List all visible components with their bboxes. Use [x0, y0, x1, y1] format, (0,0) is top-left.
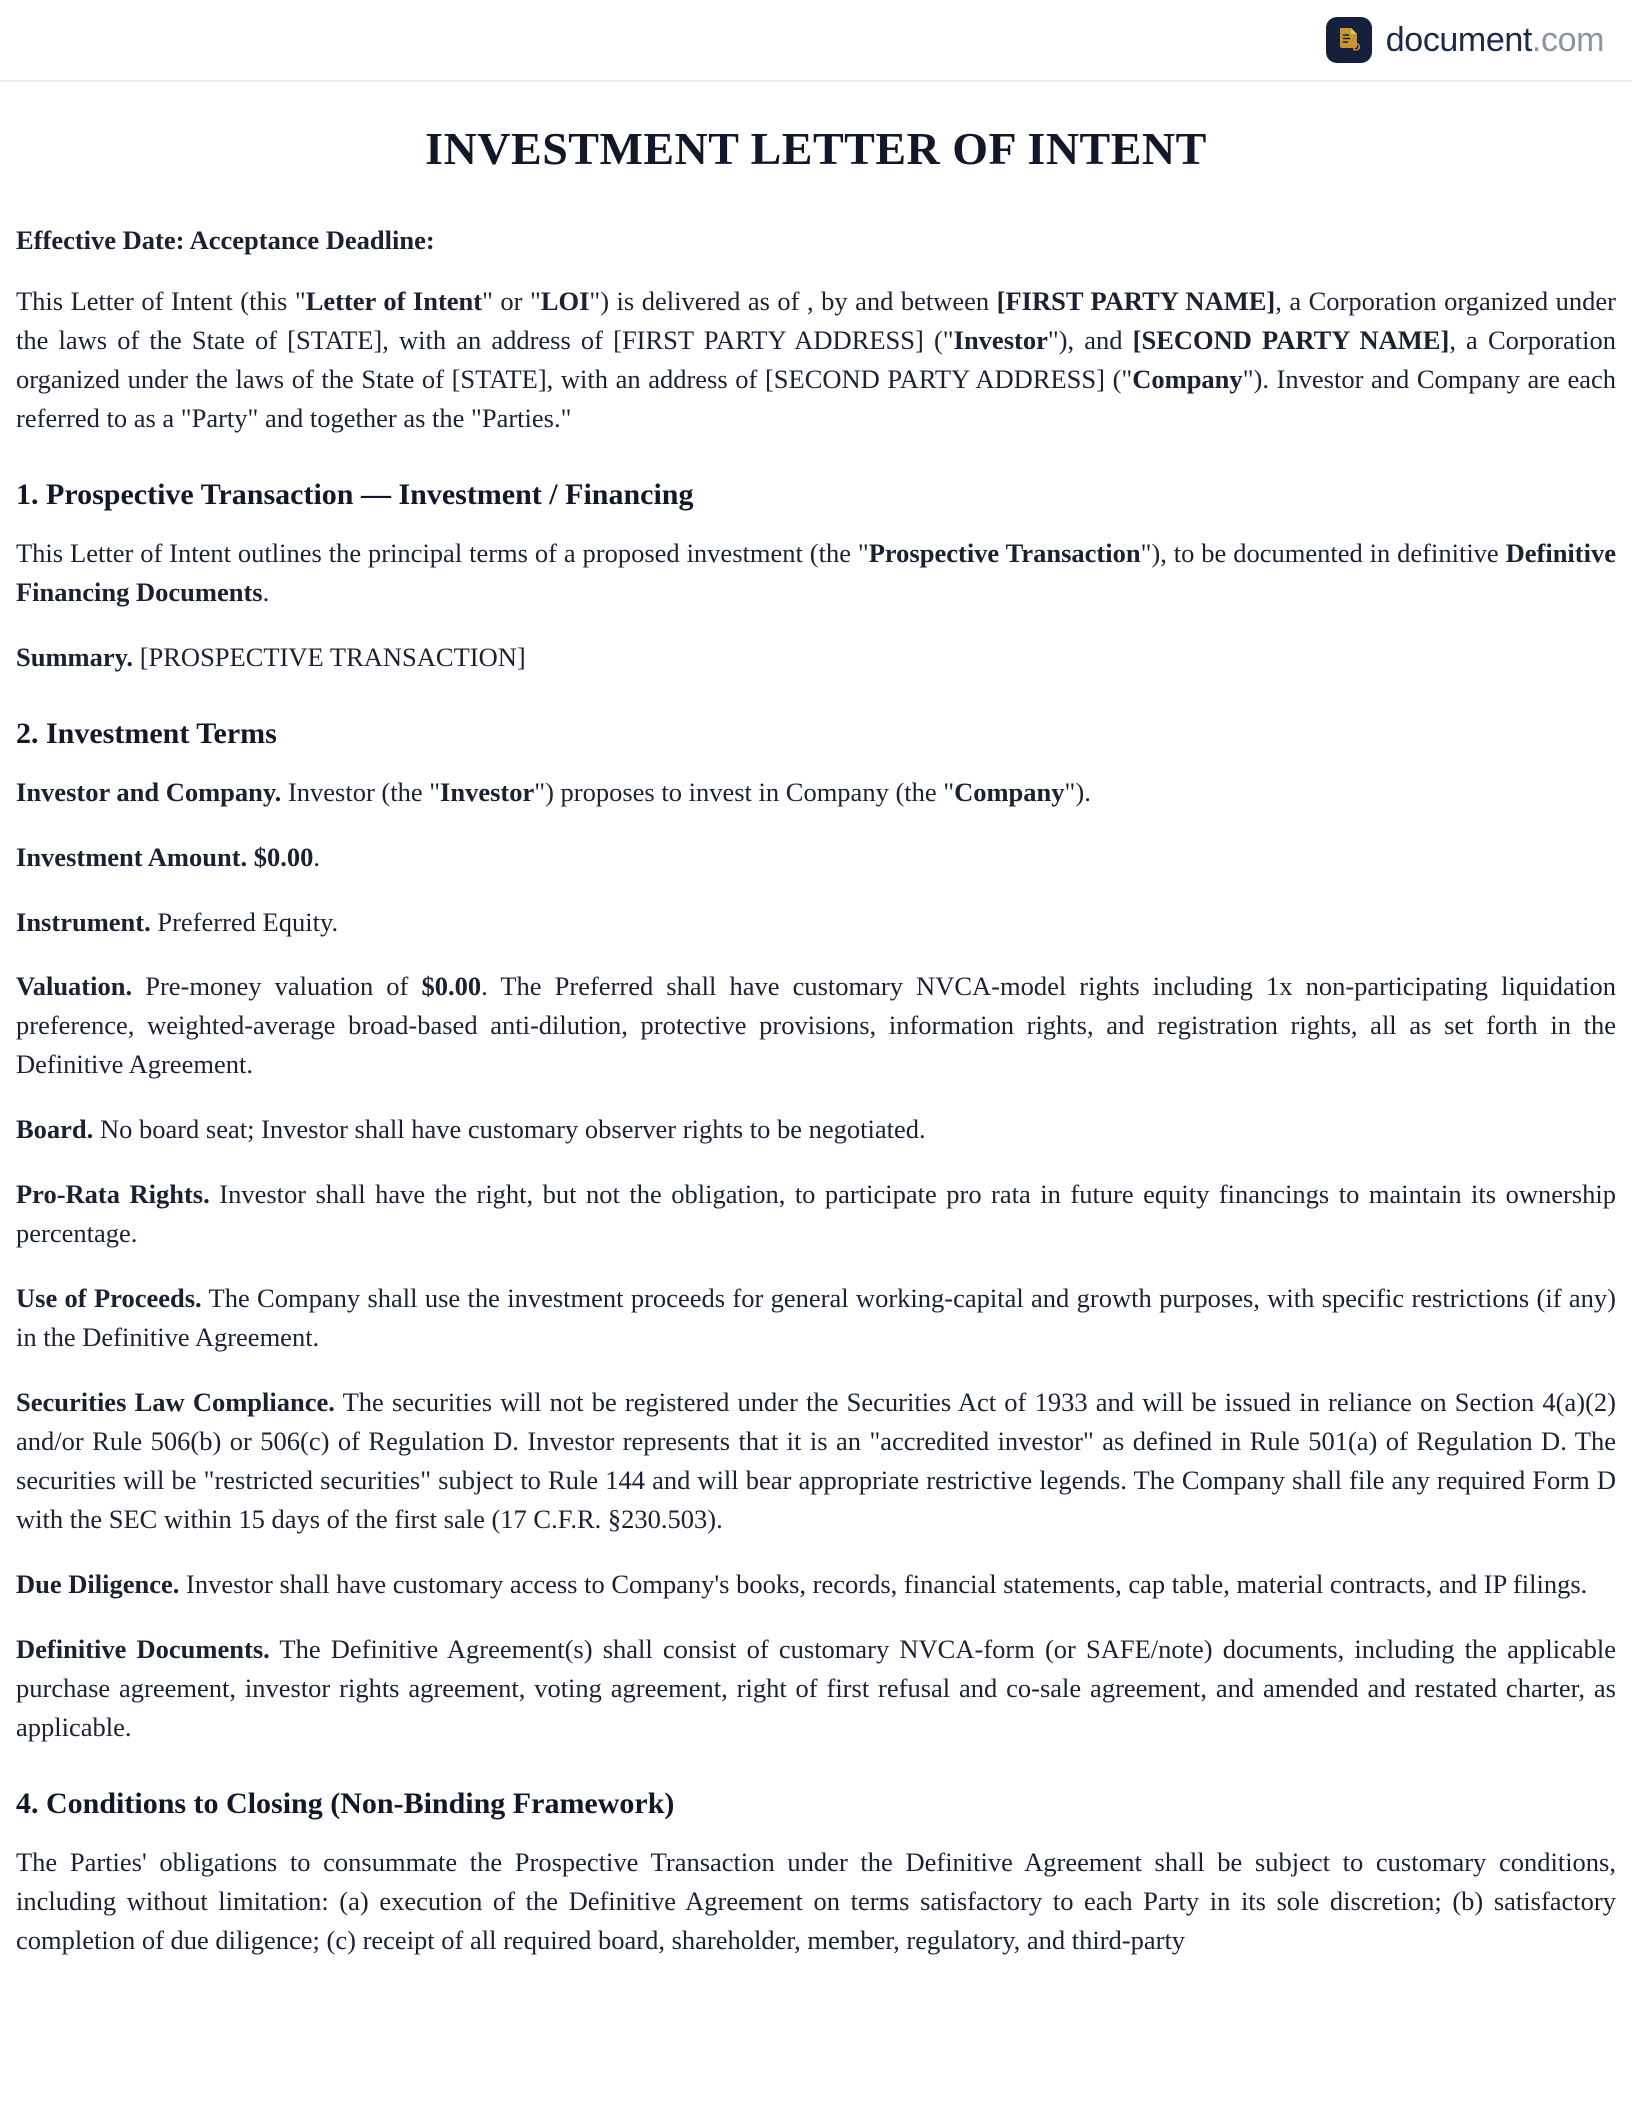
brand-wordmark — [1386, 23, 1604, 57]
term-text-a — [247, 842, 254, 872]
term-text-a: Investor (the " — [281, 776, 441, 807]
svg-text:D: D — [1352, 41, 1361, 54]
term-label: Valuation. — [16, 971, 133, 1002]
term-pro-rata-rights — [16, 1175, 1616, 1253]
section-heading-2: 2. Investment Terms — [16, 716, 277, 750]
brand-header-bar — [0, 0, 1632, 82]
term-text-a: Preferred Equity. — [150, 906, 339, 937]
summary-label: Summary. — [16, 641, 134, 672]
term-investor-and-company — [16, 773, 1616, 812]
intro-text-a: This Letter of Intent (this " — [16, 285, 306, 316]
term-investment-amount — [16, 838, 1616, 877]
s1-term-definitive-financing-documents: Definitive Financing Documents — [16, 537, 1616, 607]
term-valuation-value: $0.00 — [421, 971, 482, 1002]
term-label: Board. — [16, 1114, 94, 1145]
term-use-of-proceeds — [16, 1279, 1616, 1357]
term-text-a: No board seat; Investor shall have customary observer rights to be negotiated. — [93, 1114, 926, 1145]
term-text-b: . The Preferred shall have customary NVCA-model rights including 1x non-participating liquidation preference, weighted-average broad-based anti-dilution, protective provisions, information rights, and registration rights, all as set forth in the Definitive Agreement. — [16, 971, 1616, 1080]
intro-text-m: "). Investor and Company are each referred to as a "Party" and together as the "Parties." — [16, 363, 1617, 433]
term-text-a: Pre-money valuation of — [132, 971, 422, 1002]
term-label: Instrument. — [16, 906, 151, 937]
intro-first-party-name: [FIRST PARTY NAME] — [996, 285, 1276, 316]
intro-term-loi-long: Letter of Intent — [305, 285, 483, 316]
intro-term-investor: Investor — [953, 324, 1048, 355]
term-label: Definitive Documents. — [16, 1633, 270, 1664]
term-text-b: ") proposes to invest in Company (the " — [534, 776, 955, 807]
term-text-a: The securities will not be registered under the Securities Act of 1933 and will be issued in reliance on Section 4(a)(2) and/or Rule 506(b) or 506(c) of Regulation D. Investor represents that it is an "accredited investor" as defined in Rule 501(a) of Regulation D. The securities will be "restricted securities" subject to Rule 144 and will bear appropriate restrictive legends. The Company shall file any required Form D with the SEC within 15 days of the first sale (17 C.F.R. §230.503). — [16, 1387, 1616, 1534]
document-logo-icon — [1326, 17, 1372, 63]
section-1-body — [16, 534, 1616, 612]
section-heading-1: 1. Prospective Transaction — Investment / Financing — [16, 477, 694, 511]
term-amount-value: $0.00 — [253, 841, 314, 872]
effective-date-line — [16, 221, 1616, 260]
intro-text-c: " or " — [482, 285, 541, 316]
term-label: Pro-Rata Rights. — [16, 1179, 210, 1210]
term-due-diligence — [16, 1565, 1616, 1604]
section-1-summary — [16, 638, 1616, 677]
intro-text-k: , a Corporation organized under the laws of the State of [STATE], with an address of [SECOND PARTY ADDRESS] (" — [16, 324, 1617, 394]
term-text-a: The Definitive Agreement(s) shall consist of customary NVCA-form (or SAFE/note) documents, including the applicable purchase agreement, investor rights agreement, voting agreement, right of first refusal and co-sale agreement, and amended and restated charter, as applicable. — [16, 1633, 1616, 1742]
brand-logo-lockup[interactable] — [1326, 17, 1604, 63]
section-4-body: The Parties' obligations to consummate the Prospective Transaction under the Definitive Agreement shall be subject to customary conditions, including without limitation: (a) execution of the Definitive Agreement on terms satisfactory to each Party in its sole discretion; (b) satisfactory completion of due diligence; (c) receipt of all required board, shareholder, member, regulatory, and third-party — [16, 1846, 1616, 1955]
term-label: Securities Law Compliance. — [16, 1387, 335, 1418]
term-board — [16, 1110, 1616, 1149]
intro-text-e: ") is delivered as of , by and between — [589, 285, 997, 316]
term-label: Use of Proceeds. — [16, 1283, 202, 1314]
intro-text-i: "), and — [1047, 324, 1133, 355]
document-page — [0, 122, 1632, 1960]
intro-paragraph — [16, 282, 1616, 438]
term-text-a: The Company shall use the investment proceeds for general working-capital and growth purposes, with specific restrictions (if any) in the Definitive Agreement. — [16, 1283, 1616, 1353]
term-valuation — [16, 967, 1616, 1084]
brand-name-tld: .com — [1531, 21, 1604, 59]
term-definitive-documents — [16, 1630, 1616, 1747]
intro-term-company: Company — [1132, 363, 1243, 394]
term-label: Investor and Company. — [16, 776, 282, 807]
term-text-a: Investor shall have the right, but not the obligation, to participate pro rata in future equity financings to maintain its ownership percentage. — [16, 1179, 1616, 1249]
section-heading-4: 4. Conditions to Closing (Non-Binding Framework) — [16, 1786, 675, 1820]
term-instrument — [16, 903, 1616, 942]
intro-text-g: , a Corporation organized under the laws of the State of [STATE], with an address of [FIRST PARTY ADDRESS] (" — [16, 285, 1616, 355]
s1-text-a: This Letter of Intent outlines the principal terms of a proposed investment (the " — [16, 537, 869, 568]
s1-text-e: . — [262, 576, 270, 607]
page-title: INVESTMENT LETTER OF INTENT — [425, 123, 1207, 174]
term-bold-company: Company — [954, 776, 1065, 807]
term-bold-investor: Investor — [440, 776, 535, 807]
term-text-a: Investor shall have customary access to Company's books, records, financial statements, cap table, material contracts, and IP filings. — [179, 1568, 1588, 1599]
term-text-b: . — [313, 841, 321, 872]
brand-name-main: document — [1385, 21, 1532, 59]
term-securities-law-compliance — [16, 1383, 1616, 1539]
intro-term-loi-short: LOI — [540, 285, 590, 316]
summary-value: [PROSPECTIVE TRANSACTION] — [133, 641, 526, 672]
s1-term-prospective-transaction: Prospective Transaction — [868, 537, 1141, 568]
intro-second-party-name: [SECOND PARTY NAME] — [1132, 324, 1450, 355]
s1-text-c: "), to be documented in definitive — [1140, 537, 1506, 568]
term-text-c: "). — [1064, 776, 1091, 807]
term-label: Due Diligence. — [16, 1568, 180, 1599]
term-label: Investment Amount. — [16, 841, 248, 872]
effective-date-label: Effective Date: Acceptance Deadline: — [16, 225, 435, 255]
